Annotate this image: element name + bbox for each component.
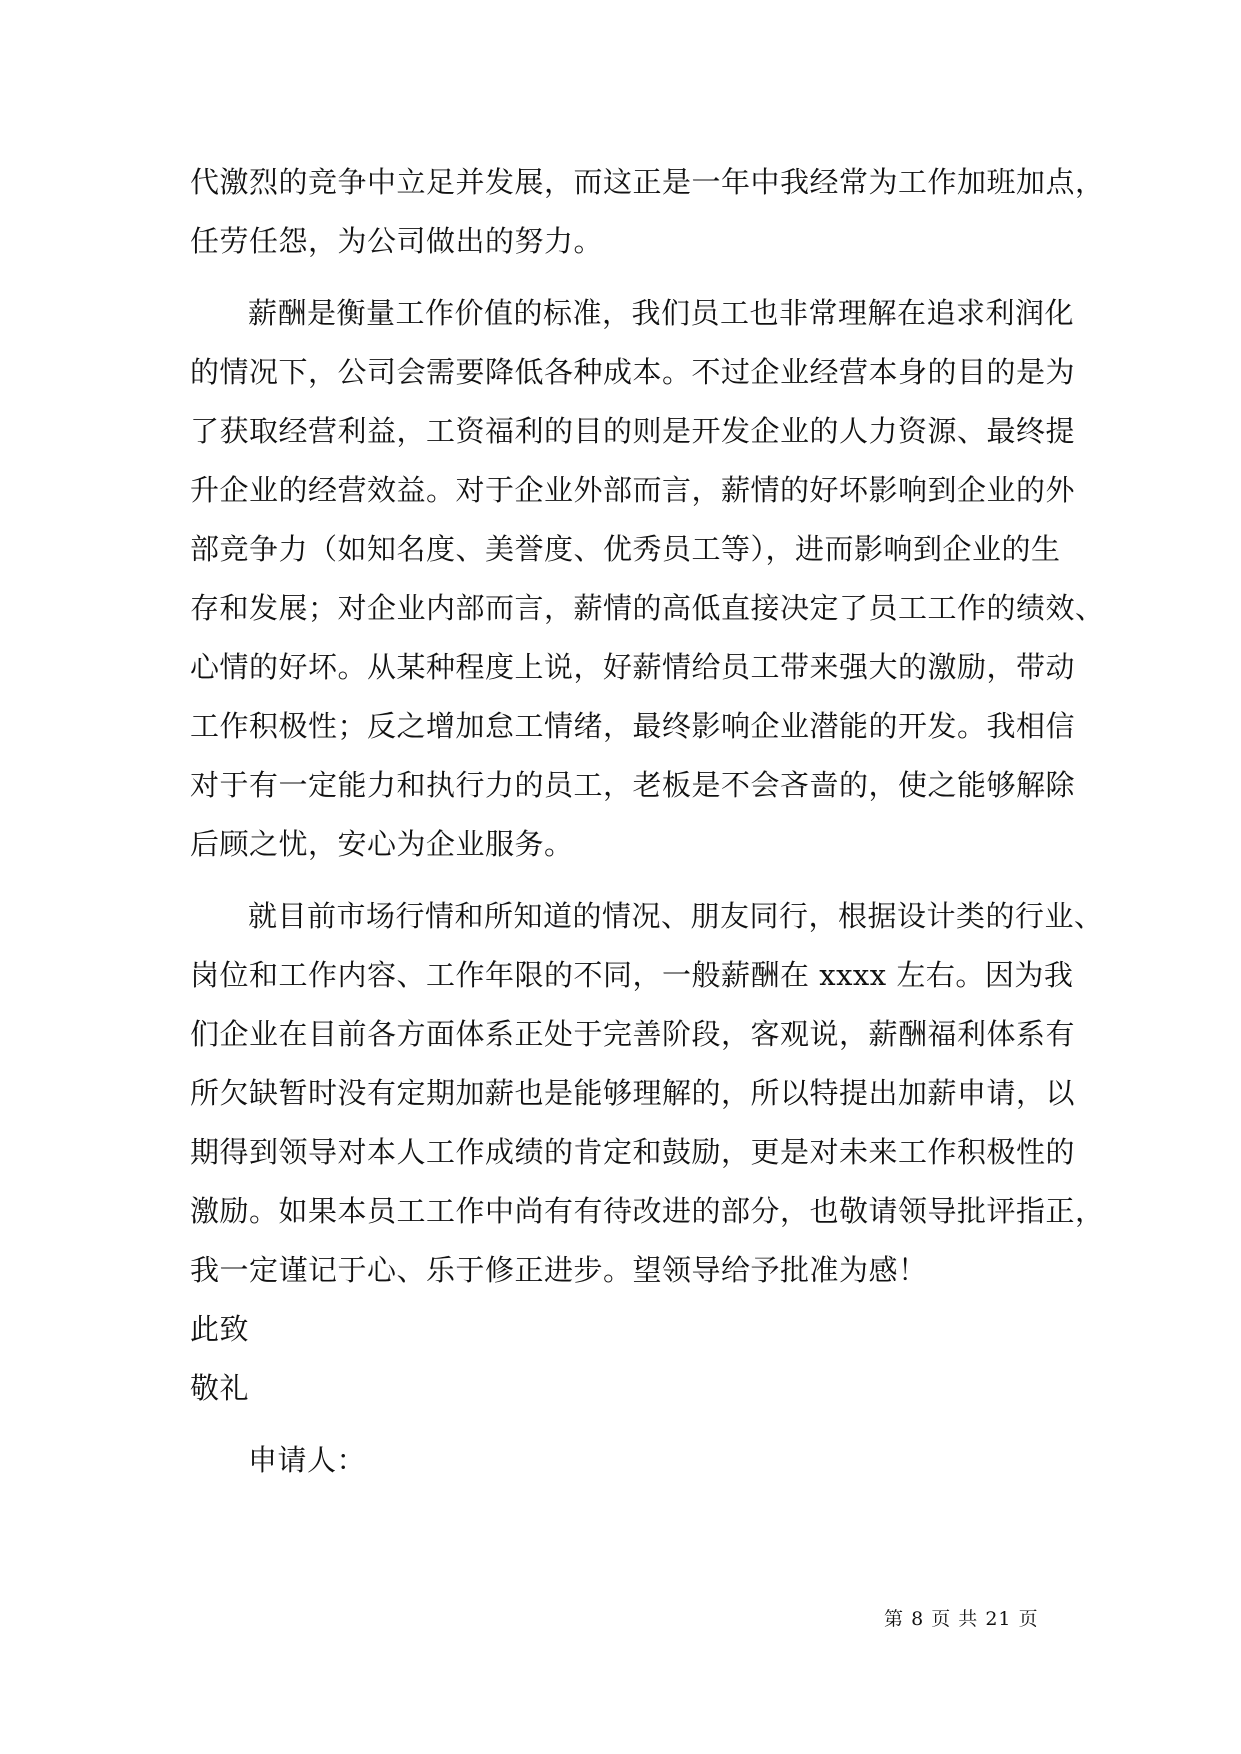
footer-label-unit: 页 [1018,1608,1039,1630]
paragraph-line: 们企业在目前各方面体系正处于完善阶段，客观说，薪酬福利体系有 [190,1017,1076,1051]
paragraph-line: 了获取经营利益，工资福利的目的则是开发企业的人力资源、最终提 [190,414,1076,448]
footer-total-pages: 21 [985,1608,1012,1630]
paragraph-line: 心情的好坏。从某种程度上说，好薪情给员工带来强大的激励，带动 [190,650,1076,684]
paragraph-line: 对于有一定能力和执行力的员工，老板是不会吝啬的，使之能够解除 [190,768,1076,802]
paragraph-line: 代激烈的竞争中立足并发展，而这正是一年中我经常为工作加班加点， [190,165,1105,199]
footer-current-page: 8 [911,1608,925,1630]
page-number-footer [884,1607,1039,1631]
paragraph-line: 后顾之忧，安心为企业服务。 [190,827,574,861]
paragraph-line: 期得到领导对本人工作成绩的肯定和鼓励，更是对未来工作积极性的 [190,1135,1076,1169]
paragraph-line: 工作积极性；反之增加怠工情绪，最终影响企业潜能的开发。我相信 [190,709,1076,743]
applicant-signature-label: 申请人： [248,1443,367,1477]
paragraph-line: 薪酬是衡量工作价值的标准，我们员工也非常理解在追求利润化 [248,296,1075,330]
footer-label-page: 第 [884,1608,905,1630]
paragraph-line: 存和发展；对企业内部而言，薪情的高低直接决定了员工工作的绩效、 [190,591,1105,625]
footer-label-total: 共 [958,1608,979,1630]
paragraph-line: 所欠缺暂时没有定期加薪也是能够理解的，所以特提出加薪申请，以 [190,1076,1076,1110]
paragraph-line: 的情况下，公司会需要降低各种成本。不过企业经营本身的目的是为 [190,355,1076,389]
paragraph-line: 升企业的经营效益。对于企业外部而言，薪情的好坏影响到企业的外 [190,473,1076,507]
paragraph-line: 就目前市场行情和所知道的情况、朋友同行，根据设计类的行业、 [248,899,1104,933]
closing-salutation: 此致 [190,1312,250,1346]
paragraph-line: 激励。如果本员工工作中尚有有待改进的部分，也敬请领导批评指正， [190,1194,1105,1228]
paragraph-line: 任劳任怨，为公司做出的努力。 [190,224,604,258]
closing-regards: 敬礼 [190,1371,250,1405]
paragraph-line: 部竞争力（如知名度、美誉度、优秀员工等），进而影响到企业的生 [190,532,1061,566]
footer-label-unit: 页 [931,1608,952,1630]
paragraph-line: 岗位和工作内容、工作年限的不同，一般薪酬在 xxxx 左右。因为我 [190,958,1074,992]
paragraph-line: 我一定谨记于心、乐于修正进步。望领导给予批准为感！ [190,1253,928,1287]
